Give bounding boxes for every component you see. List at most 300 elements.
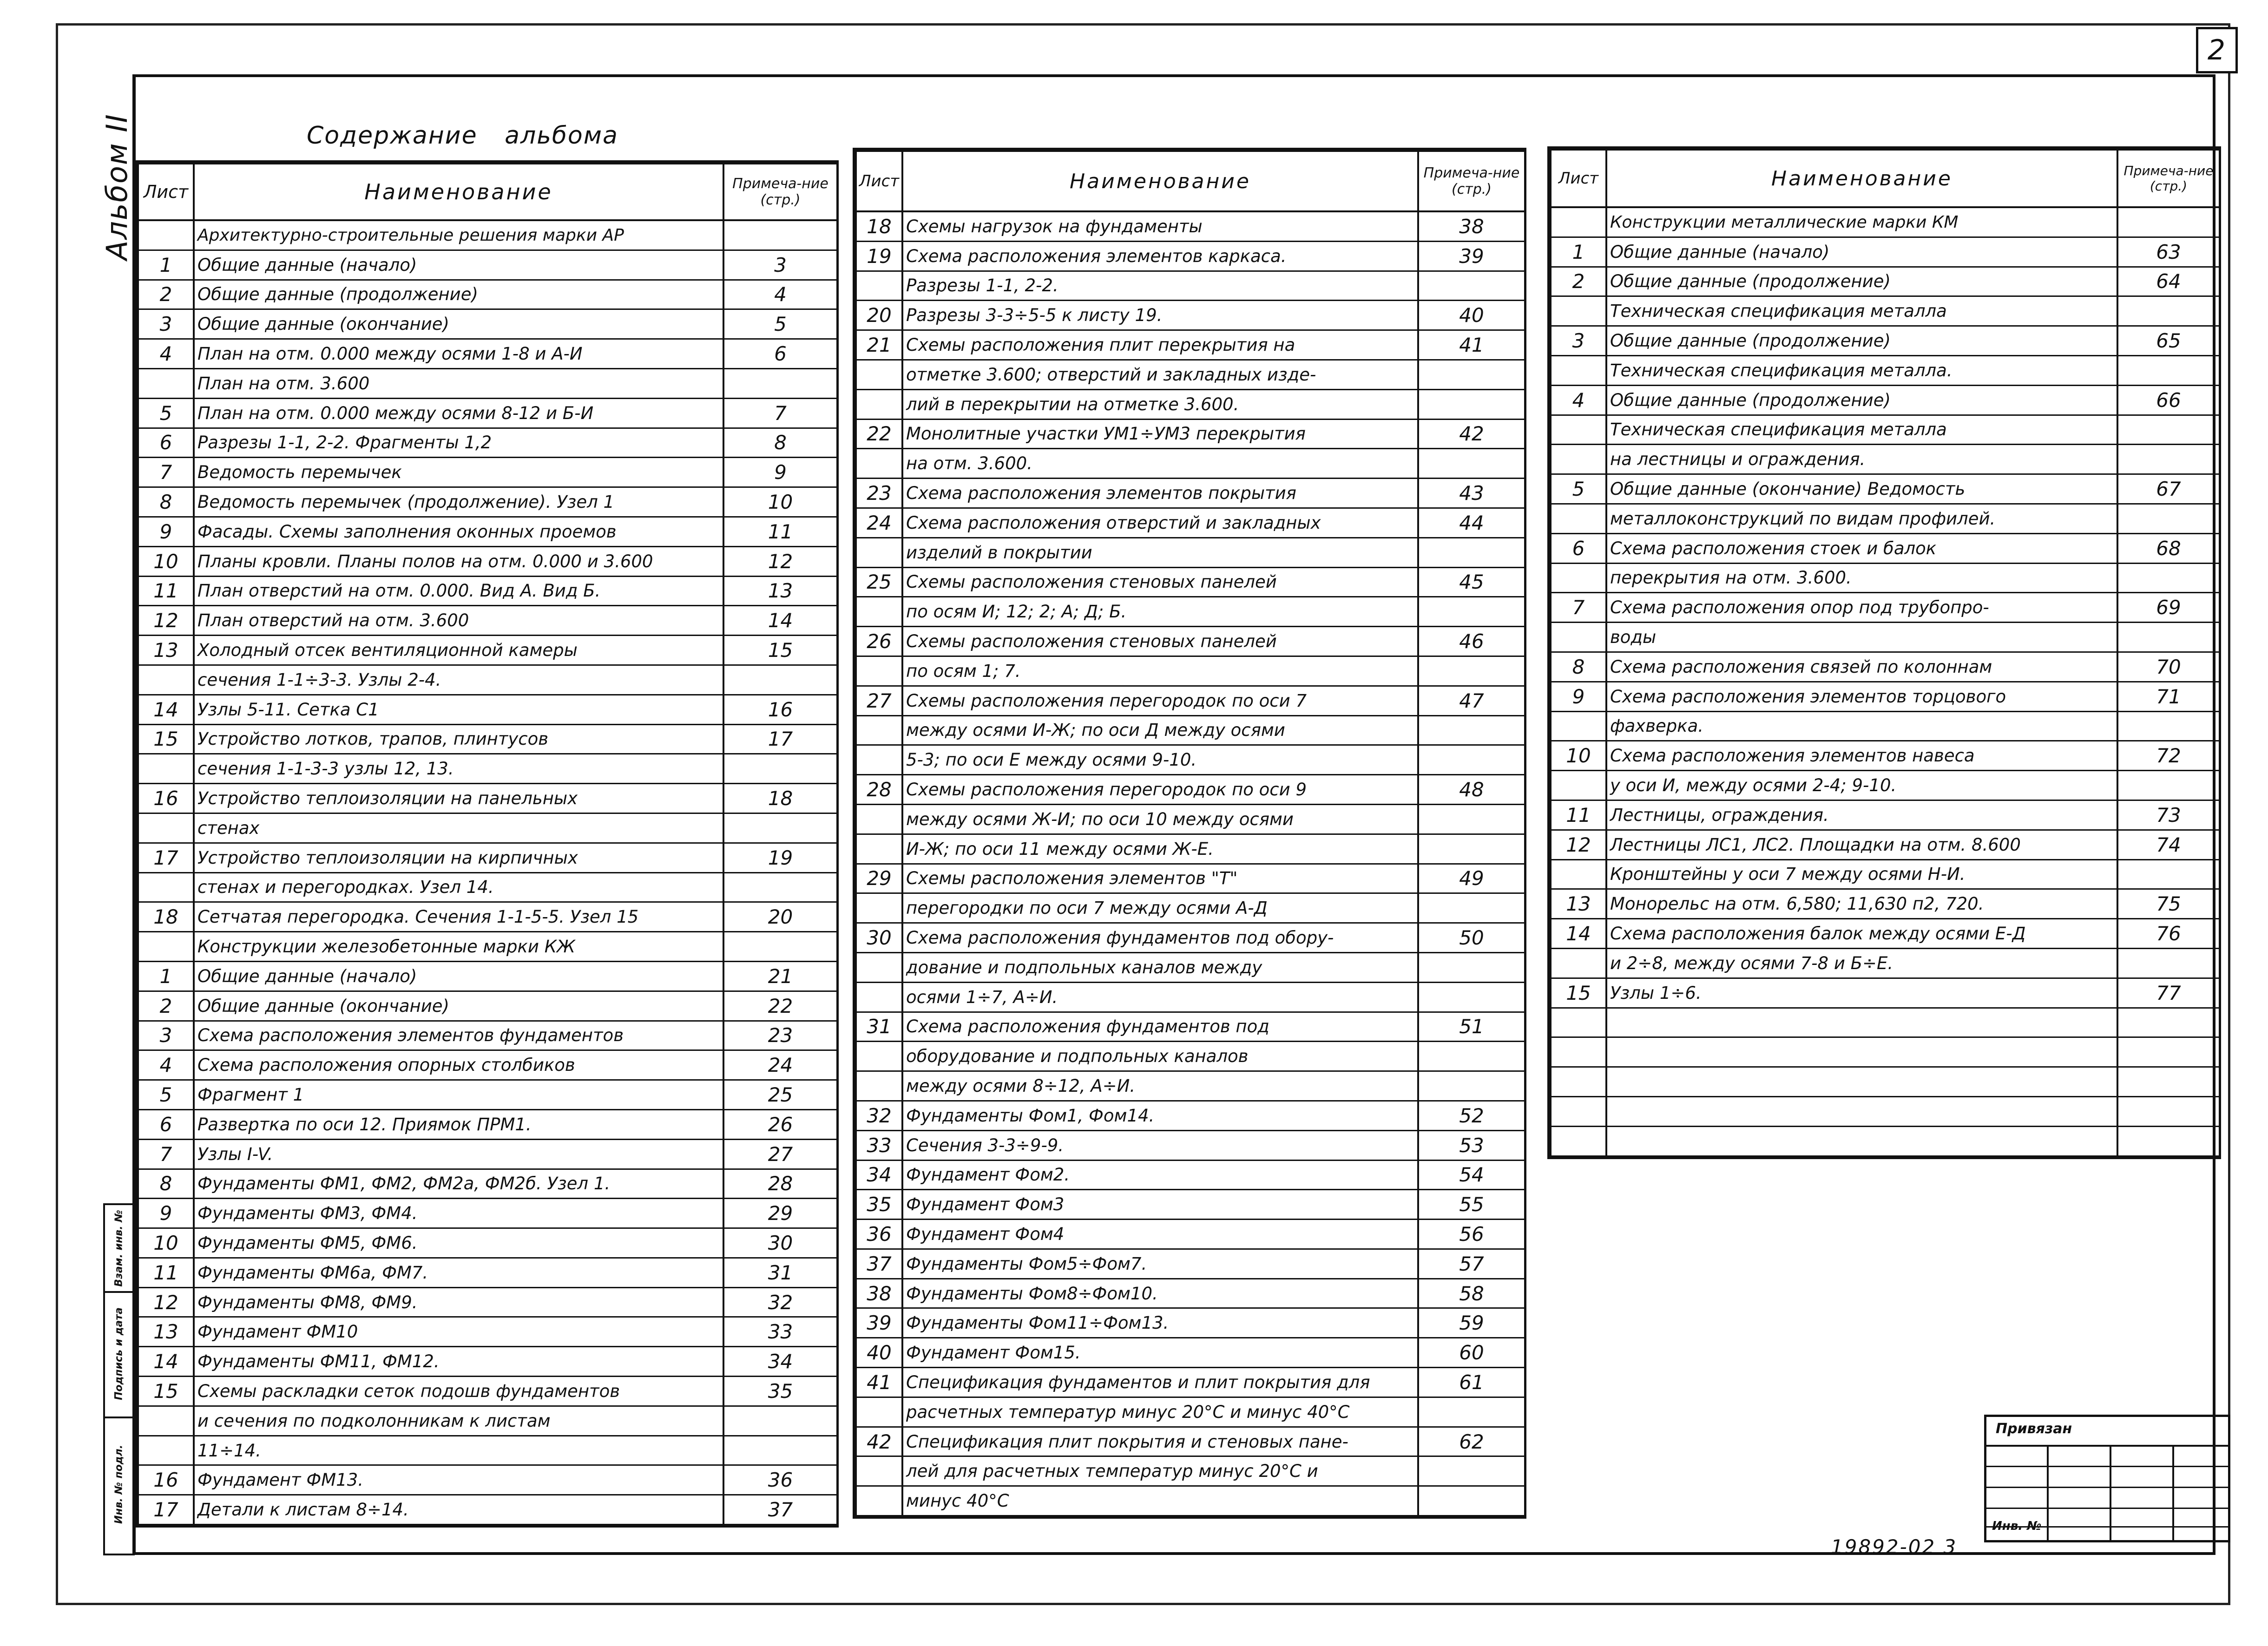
page-cell: 58 [1418, 1279, 1525, 1308]
table-row [138, 1021, 837, 1050]
name-cell: Общие данные (продолжение) [194, 280, 723, 309]
page-cell: 64 [2117, 267, 2220, 296]
name-cell: Схема расположения элементов каркаса. [902, 241, 1418, 271]
name-cell: Холодный отсек вентиляционной камеры [194, 636, 723, 665]
table-row [856, 360, 1525, 389]
name-cell: Схемы нагрузок на фундаменты [902, 211, 1418, 241]
sheet-cell [1551, 859, 1606, 889]
sheet-cell: 16 [138, 1465, 194, 1495]
page-cell: 56 [1418, 1220, 1525, 1249]
name-cell: Техническая спецификация металла [1606, 296, 2117, 326]
page-cell: 35 [723, 1377, 837, 1406]
sheet-cell [138, 1436, 194, 1465]
side-stamp-cell: Инв. № подл. [113, 1444, 125, 1524]
name-cell: Техническая спецификация металла. [1606, 355, 2117, 385]
page-cell [723, 220, 837, 250]
table-row [856, 1279, 1525, 1308]
page-cell [2117, 445, 2220, 474]
page-cell [723, 1406, 837, 1436]
page-cell [1418, 952, 1525, 982]
name-cell: Схемы расположения стеновых панелей [902, 567, 1418, 597]
sheet-cell: 5 [1551, 474, 1606, 504]
name-cell: Фундамент Фом15. [902, 1338, 1418, 1368]
name-cell: Схема расположения элементов покрытия [902, 479, 1418, 508]
sheet-cell: 23 [856, 479, 902, 508]
name-cell [1606, 1008, 2117, 1037]
table-row [138, 1317, 837, 1347]
page-cell: 9 [723, 458, 837, 487]
table-row [856, 893, 1525, 923]
stamp-label: Привязан [1996, 1421, 2072, 1437]
table-row [856, 211, 1525, 241]
table-row [138, 991, 837, 1021]
sheet-cell: 11 [1551, 800, 1606, 830]
page-cell: 19 [723, 843, 837, 872]
page-cell [2117, 504, 2220, 533]
sheet-cell [138, 368, 194, 398]
page-cell [1418, 597, 1525, 627]
sheet-cell: 8 [138, 487, 194, 517]
document-code: 19892-02 3 [1831, 1535, 1958, 1558]
page-cell: 44 [1418, 508, 1525, 538]
name-cell: перегородки по оси 7 между осями А-Д [902, 893, 1418, 923]
sheet-cell: 42 [856, 1427, 902, 1456]
name-cell: Схема расположения опор под трубопро- [1606, 593, 2117, 623]
header-sheet: Лист [856, 151, 902, 211]
page-cell: 59 [1418, 1308, 1525, 1338]
name-cell: Общие данные (начало) [194, 250, 723, 280]
name-cell: воды [1606, 623, 2117, 652]
name-cell: изделий в покрытии [902, 538, 1418, 567]
sheet-cell: 19 [856, 241, 902, 271]
name-cell: лей для расчетных температур минус 20°С и [902, 1456, 1418, 1486]
name-cell: Развертка по оси 12. Приямок ПРМ1. [194, 1109, 723, 1139]
name-cell: Схема расположения фундаментов под обору- [902, 923, 1418, 953]
page-cell: 21 [723, 961, 837, 991]
name-cell: Общие данные (начало) [1606, 237, 2117, 267]
table-row [1551, 859, 2220, 889]
name-cell: Схемы расположения перегородок по оси 7 [902, 686, 1418, 715]
sheet-cell [138, 813, 194, 843]
table-row [856, 745, 1525, 775]
page-cell [1418, 745, 1525, 775]
table-row [138, 932, 837, 962]
page-cell: 17 [723, 724, 837, 754]
table-row [1551, 355, 2220, 385]
table-row [138, 724, 837, 754]
page-cell: 30 [723, 1228, 837, 1258]
sheet-cell [1551, 948, 1606, 978]
name-cell: металлоконструкций по видам профилей. [1606, 504, 2117, 533]
sheet-cell: 7 [138, 458, 194, 487]
name-cell: Разрезы 1-1, 2-2. Фрагменты 1,2 [194, 428, 723, 458]
header-name: Наименование [194, 164, 723, 220]
table-row [856, 1220, 1525, 1249]
sheet-cell: 3 [138, 1021, 194, 1050]
header-name: Наименование [902, 151, 1418, 211]
table-row [856, 864, 1525, 893]
page-cell: 38 [1418, 211, 1525, 241]
name-cell: Фасады. Схемы заполнения оконных проемов [194, 517, 723, 546]
table-row [856, 1308, 1525, 1338]
page-cell [1418, 1071, 1525, 1101]
page-cell: 52 [1418, 1101, 1525, 1130]
name-cell [1606, 1096, 2117, 1126]
table-row [856, 1338, 1525, 1368]
sheet-cell: 3 [138, 309, 194, 339]
sheet-cell: 37 [856, 1249, 902, 1279]
page-cell: 62 [1418, 1427, 1525, 1456]
table-row [856, 627, 1525, 656]
sheet-cell: 9 [138, 1199, 194, 1228]
sheet-cell [1551, 415, 1606, 445]
table-row [1551, 385, 2220, 415]
header-sheet: Лист [1551, 150, 1606, 207]
name-cell: Схема расположения элементов навеса [1606, 741, 2117, 771]
table-row [1551, 1096, 2220, 1126]
header-note: Примеча-ние (стр.) [1418, 151, 1525, 211]
name-cell: Схема расположения элементов фундаментов [194, 1021, 723, 1050]
name-cell: Разрезы 3-3÷5-5 к листу 19. [902, 301, 1418, 330]
page-cell: 12 [723, 546, 837, 576]
sheet-cell: 22 [856, 419, 902, 449]
table-row [1551, 1067, 2220, 1097]
name-cell [1606, 1067, 2117, 1097]
table-row [138, 1050, 837, 1080]
sheet-cell: 10 [1551, 741, 1606, 771]
sheet-cell: 11 [138, 576, 194, 606]
name-cell: фахверка. [1606, 711, 2117, 741]
page-cell: 63 [2117, 237, 2220, 267]
sheet-cell: 41 [856, 1368, 902, 1397]
page-cell [2117, 1037, 2220, 1067]
table-row [856, 597, 1525, 627]
table-row [856, 1368, 1525, 1397]
table-row [138, 428, 837, 458]
table-row [856, 952, 1525, 982]
page-cell [2117, 771, 2220, 800]
page-cell: 7 [723, 398, 837, 428]
page-cell: 57 [1418, 1249, 1525, 1279]
sheet-cell: 24 [856, 508, 902, 538]
name-cell: Спецификация фундаментов и плит покрытия для [902, 1368, 1418, 1397]
page-cell: 66 [2117, 385, 2220, 415]
name-cell: Фундаменты ФМ8, ФМ9. [194, 1287, 723, 1317]
name-cell: Общие данные (продолжение) [1606, 326, 2117, 356]
name-cell: минус 40°С [902, 1486, 1418, 1516]
page-cell: 33 [723, 1317, 837, 1347]
table-row [138, 280, 837, 309]
page-cell: 77 [2117, 978, 2220, 1008]
sheet-cell: 32 [856, 1101, 902, 1130]
page-cell [1418, 893, 1525, 923]
page-cell: 51 [1418, 1012, 1525, 1042]
name-cell: Фундаменты ФМ3, ФМ4. [194, 1199, 723, 1228]
table-row [1551, 237, 2220, 267]
table-row [138, 665, 837, 695]
name-cell: у оси И, между осями 2-4; 9-10. [1606, 771, 2117, 800]
table-row [856, 330, 1525, 360]
sheet-cell [138, 665, 194, 695]
sheet-cell: 1 [138, 250, 194, 280]
table-row [856, 419, 1525, 449]
table-row [856, 508, 1525, 538]
page-cell: 42 [1418, 419, 1525, 449]
name-cell: План отверстий на отм. 0.000. Вид А. Вид Б. [194, 576, 723, 606]
name-cell: Узлы 1÷6. [1606, 978, 2117, 1008]
sheet-cell [856, 952, 902, 982]
table-row [138, 606, 837, 636]
sheet-cell: 6 [1551, 533, 1606, 563]
page-cell [2117, 859, 2220, 889]
page-cell: 60 [1418, 1338, 1525, 1368]
name-cell: по осям 1; 7. [902, 656, 1418, 686]
table-row [1551, 593, 2220, 623]
table-row [856, 686, 1525, 715]
page-cell [723, 1436, 837, 1465]
table-row [138, 398, 837, 428]
sheet-cell: 18 [138, 902, 194, 932]
sheet-cell: 14 [138, 1347, 194, 1377]
page-cell: 46 [1418, 627, 1525, 656]
page-cell: 29 [723, 1199, 837, 1228]
name-cell: Фундаменты ФМ11, ФМ12. [194, 1347, 723, 1377]
sheet-cell: 9 [1551, 682, 1606, 711]
name-cell: Схема расположения элементов торцового [1606, 682, 2117, 711]
sheet-cell: 35 [856, 1190, 902, 1220]
page-cell [1418, 1486, 1525, 1516]
name-cell: стенах и перегородках. Узел 14. [194, 872, 723, 902]
sheet-cell [1551, 445, 1606, 474]
page-cell: 43 [1418, 479, 1525, 508]
page-cell: 24 [723, 1050, 837, 1080]
name-cell: стенах [194, 813, 723, 843]
name-cell: Схемы расположения элементов "Т" [902, 864, 1418, 893]
table-row [856, 923, 1525, 953]
table-row [138, 1287, 837, 1317]
page-cell: 41 [1418, 330, 1525, 360]
name-cell: План отверстий на отм. 3.600 [194, 606, 723, 636]
name-cell: Общие данные (начало) [194, 961, 723, 991]
page-cell: 36 [723, 1465, 837, 1495]
page-cell [1418, 271, 1525, 301]
sheet-cell [856, 834, 902, 864]
sheet-cell: 33 [856, 1130, 902, 1160]
page-cell: 5 [723, 309, 837, 339]
table-row [856, 1397, 1525, 1427]
page-cell [2117, 207, 2220, 237]
table-row [1551, 445, 2220, 474]
sheet-cell: 15 [138, 724, 194, 754]
page-cell: 22 [723, 991, 837, 1021]
name-cell: отметке 3.600; отверстий и закладных изде- [902, 360, 1418, 389]
name-cell: Схема расположения опорных столбиков [194, 1050, 723, 1080]
name-cell: Устройство лотков, трапов, плинтусов [194, 724, 723, 754]
name-cell: Узлы 5-11. Сетка С1 [194, 695, 723, 724]
table-row [1551, 1126, 2220, 1156]
name-cell: дование и подпольных каналов между [902, 952, 1418, 982]
table-row [138, 1258, 837, 1287]
table-row [1551, 800, 2220, 830]
table-row [138, 1347, 837, 1377]
name-cell: Фундаменты ФМ5, ФМ6. [194, 1228, 723, 1258]
sheet-cell [1551, 771, 1606, 800]
table-row [138, 576, 837, 606]
table-row [138, 961, 837, 991]
page-cell [1418, 834, 1525, 864]
table-row [856, 241, 1525, 271]
page-cell: 53 [1418, 1130, 1525, 1160]
sheet-cell [1551, 296, 1606, 326]
sheet-cell [856, 538, 902, 567]
page-cell: 49 [1418, 864, 1525, 893]
sheet-cell: 14 [138, 695, 194, 724]
page-cell: 72 [2117, 741, 2220, 771]
table-row [138, 339, 837, 369]
sheet-cell [856, 1486, 902, 1516]
name-cell: Общие данные (окончание) Ведомость [1606, 474, 2117, 504]
page-cell: 14 [723, 606, 837, 636]
table-row [856, 982, 1525, 1012]
sheet-cell [138, 220, 194, 250]
page-cell: 55 [1418, 1190, 1525, 1220]
table-row [138, 636, 837, 665]
page-cell: 54 [1418, 1160, 1525, 1190]
table-row [856, 834, 1525, 864]
page-cell [1418, 1456, 1525, 1486]
page-cell [2117, 355, 2220, 385]
name-cell: Общие данные (продолжение) [1606, 385, 2117, 415]
sheet-cell: 1 [1551, 237, 1606, 267]
page-cell: 28 [723, 1169, 837, 1199]
sheet-cell [1551, 355, 1606, 385]
page-cell: 73 [2117, 800, 2220, 830]
page-cell [1418, 804, 1525, 834]
sheet-cell: 4 [1551, 385, 1606, 415]
page-cell: 3 [723, 250, 837, 280]
page-cell [2117, 1067, 2220, 1097]
name-cell: Сетчатая перегородка. Сечения 1-1-5-5. Узел 15 [194, 902, 723, 932]
table-row [138, 1139, 837, 1169]
name-cell: Фундаменты ФМ1, ФМ2, ФМ2а, ФМ2б. Узел 1. [194, 1169, 723, 1199]
table-row [856, 538, 1525, 567]
page-cell [723, 932, 837, 962]
sheet-cell [1551, 563, 1606, 593]
name-cell: Схема расположения отверстий и закладных [902, 508, 1418, 538]
name-cell: Ведомость перемычек [194, 458, 723, 487]
sheet-cell: 6 [138, 428, 194, 458]
page-cell [1418, 360, 1525, 389]
sheet-cell: 12 [1551, 830, 1606, 859]
table-row [856, 449, 1525, 479]
table-row [138, 902, 837, 932]
table-row [856, 775, 1525, 805]
page-cell [2117, 1126, 2220, 1156]
table-row [1551, 741, 2220, 771]
table-row [1551, 563, 2220, 593]
page-cell: 71 [2117, 682, 2220, 711]
album-label: Альбом II [100, 113, 134, 260]
page-cell [2117, 296, 2220, 326]
table-row [856, 389, 1525, 419]
side-stamp [103, 1203, 135, 1555]
sheet-cell [138, 754, 194, 784]
name-cell: Архитектурно-строительные решения марки АР [194, 220, 723, 250]
name-cell: Схема расположения фундаментов под [902, 1012, 1418, 1042]
table-row [138, 1465, 837, 1495]
name-cell: Планы кровли. Планы полов на отм. 0.000 и 3.600 [194, 546, 723, 576]
page-cell: 26 [723, 1109, 837, 1139]
name-cell: Устройство теплоизоляции на кирпичных [194, 843, 723, 872]
sheet-cell [856, 360, 902, 389]
name-cell: Техническая спецификация металла [1606, 415, 2117, 445]
table-row [138, 1169, 837, 1199]
name-cell: Схема расположения связей по колоннам [1606, 652, 2117, 682]
sheet-cell [856, 715, 902, 745]
page-cell: 32 [723, 1287, 837, 1317]
page-cell [1418, 982, 1525, 1012]
table-row [138, 1377, 837, 1406]
table-row [1551, 711, 2220, 741]
name-cell: План на отм. 0.000 между осями 1-8 и А-И [194, 339, 723, 369]
sheet-cell [856, 982, 902, 1012]
sheet-cell: 15 [138, 1377, 194, 1406]
page-cell: 37 [723, 1495, 837, 1525]
page-cell [1418, 538, 1525, 567]
sheet-cell: 11 [138, 1258, 194, 1287]
table-row [856, 1456, 1525, 1486]
sheet-cell: 34 [856, 1160, 902, 1190]
sheet-cell: 29 [856, 864, 902, 893]
table-row [1551, 326, 2220, 356]
page-cell: 68 [2117, 533, 2220, 563]
page-cell [2117, 415, 2220, 445]
side-stamp-cell: Подпись и дата [105, 1291, 133, 1418]
page-cell [2117, 1008, 2220, 1037]
name-cell: Фундаменты ФМ6а, ФМ7. [194, 1258, 723, 1287]
sheet-cell: 18 [856, 211, 902, 241]
page-cell: 10 [723, 487, 837, 517]
table-row [138, 872, 837, 902]
name-cell: Фундаменты Фом1, Фом14. [902, 1101, 1418, 1130]
sheet-cell: 30 [856, 923, 902, 953]
name-cell: Конструкции железобетонные марки КЖ [194, 932, 723, 962]
name-cell: и 2÷8, между осями 7-8 и Б÷Е. [1606, 948, 2117, 978]
name-cell: Разрезы 1-1, 2-2. [902, 271, 1418, 301]
page-cell: 50 [1418, 923, 1525, 953]
sheet-cell: 13 [138, 1317, 194, 1347]
sheet-cell [856, 1071, 902, 1101]
page-cell: 31 [723, 1258, 837, 1287]
sheet-cell [856, 449, 902, 479]
table-row [856, 656, 1525, 686]
name-cell: Общие данные (продолжение) [1606, 267, 2117, 296]
table-row [1551, 504, 2220, 533]
name-cell: Конструкции металлические марки КМ [1606, 207, 2117, 237]
sheet-cell [856, 1042, 902, 1071]
table-row [138, 368, 837, 398]
sheet-cell [138, 872, 194, 902]
name-cell: на лестницы и ограждения. [1606, 445, 2117, 474]
table-row [856, 1012, 1525, 1042]
page-cell [1418, 715, 1525, 745]
table-row [1551, 415, 2220, 445]
name-cell: Фундамент Фом4 [902, 1220, 1418, 1249]
sheet-cell: 39 [856, 1308, 902, 1338]
sheet-cell: 12 [138, 1287, 194, 1317]
table-row [138, 487, 837, 517]
sheet-cell [856, 745, 902, 775]
